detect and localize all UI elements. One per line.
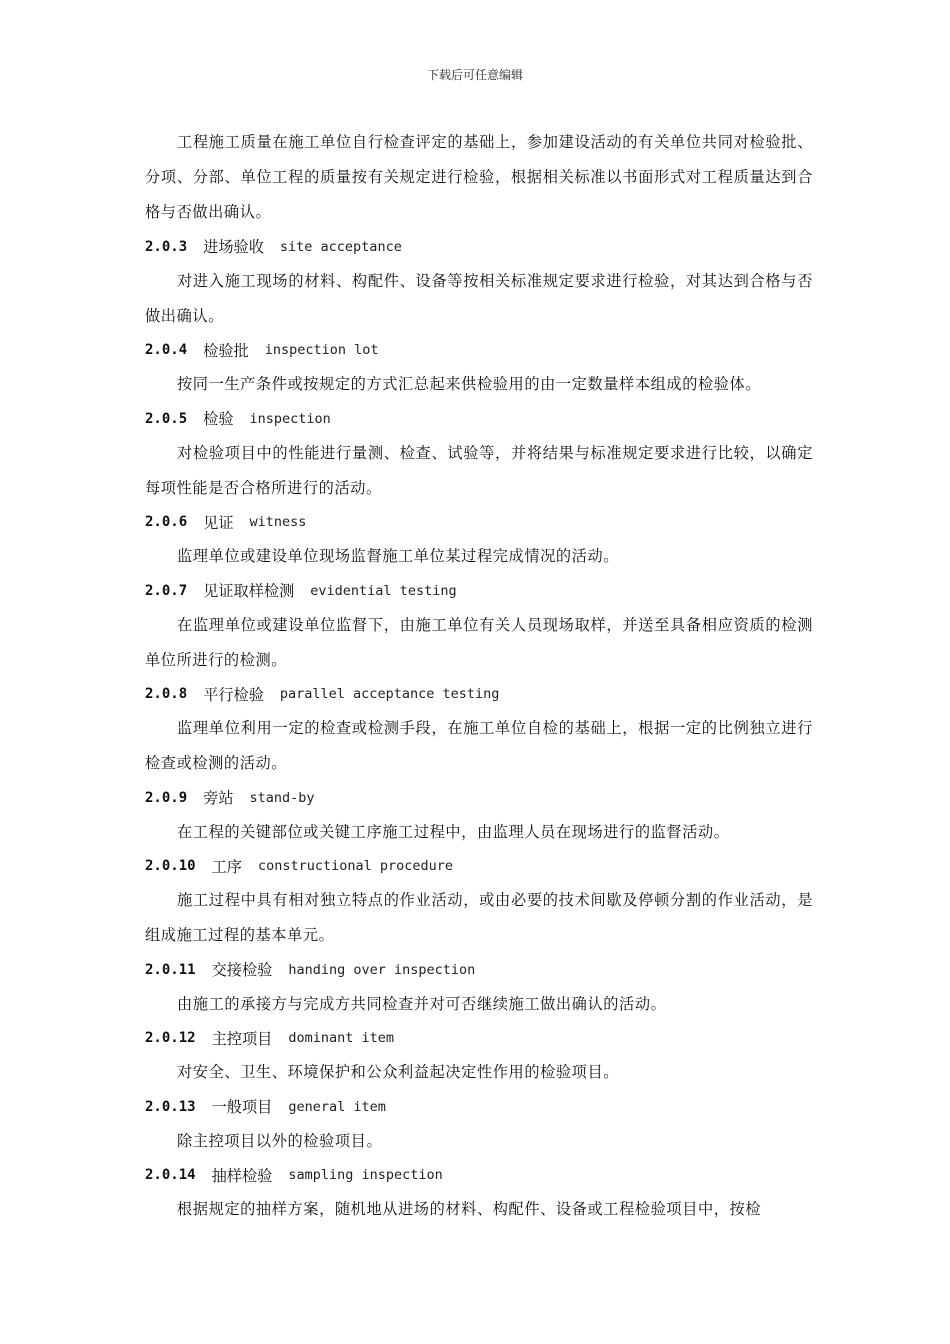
term-heading <box>145 1159 813 1193</box>
term-english: dominant item <box>288 1030 394 1047</box>
term-number: 2.0.11 <box>145 961 196 978</box>
term-chinese: 工序 <box>211 857 242 876</box>
term-english: parallel acceptance testing <box>279 686 500 703</box>
term-definition: 监理单位利用一定的检查或检测手段，在施工单位自检的基础上，根据一定的比例独立进行检查或检测的活动。 <box>145 719 813 772</box>
term-heading <box>145 334 813 368</box>
term-chinese: 抽样检验 <box>211 1166 273 1185</box>
term-number: 2.0.13 <box>145 1098 196 1115</box>
term-definition: 根据规定的抽样方案，随机地从进场的材料、构配件、设备或工程检验项目中，按检 <box>177 1200 762 1218</box>
term-number: 2.0.10 <box>145 858 196 875</box>
term-definition: 按同一生产条件或按规定的方式汇总起来供检验用的由一定数量样本组成的检验体。 <box>177 375 762 393</box>
term-entry <box>145 953 813 1022</box>
term-number: 2.0.12 <box>145 1030 196 1047</box>
term-english: site acceptance <box>279 238 402 255</box>
term-number: 2.0.5 <box>145 410 188 427</box>
term-number: 2.0.6 <box>145 514 188 531</box>
term-chinese: 主控项目 <box>211 1029 273 1048</box>
term-definition: 施工过程中具有相对独立特点的作业活动，或由必要的技术间歇及停顿分割的作业活动，是组成施工过程的基本单元。 <box>145 891 813 944</box>
term-chinese: 交接检验 <box>211 961 273 980</box>
term-entry <box>145 506 813 575</box>
term-number: 2.0.4 <box>145 342 188 359</box>
term-heading <box>145 781 813 815</box>
term-heading <box>145 230 813 264</box>
intro-paragraph: 工程施工质量在施工单位自行检查评定的基础上，参加建设活动的有关单位共同对检验批、分项、分部、单位工程的质量按有关规定进行检验，根据相关标准以书面形式对工程质量达到合格与否做出确认。 <box>145 133 813 221</box>
term-definition: 除主控项目以外的检验项目。 <box>177 1131 383 1150</box>
term-chinese: 旁站 <box>203 789 234 808</box>
term-english: inspection <box>249 410 331 427</box>
term-chinese: 见证 <box>203 513 234 532</box>
term-chinese: 平行检验 <box>203 685 264 704</box>
term-entry <box>145 334 813 403</box>
term-chinese: 见证取样检测 <box>203 582 295 601</box>
term-number: 2.0.14 <box>145 1167 196 1184</box>
term-english: stand-by <box>249 789 315 806</box>
term-heading <box>145 953 813 987</box>
term-heading <box>145 678 813 712</box>
page-header: 下载后可任意编辑 <box>426 68 523 82</box>
term-english: constructional procedure <box>257 858 454 875</box>
term-english: witness <box>249 514 307 531</box>
term-entry <box>145 574 813 678</box>
term-definition: 对检验项目中的性能进行量测、检查、试验等，并将结果与标准规定要求进行比较，以确定每项性能是否合格所进行的活动。 <box>145 443 813 497</box>
term-definition: 由施工的承接方与完成方共同检查并对可否继续施工做出确认的活动。 <box>177 994 667 1013</box>
term-definition: 在工程的关键部位或关键工序施工过程中，由监理人员在现场进行的监督活动。 <box>177 822 730 841</box>
term-heading <box>145 506 813 540</box>
term-heading <box>145 1022 813 1056</box>
term-heading <box>145 402 813 436</box>
term-definition: 对安全、卫生、环境保护和公众利益起决定性作用的检验项目。 <box>177 1063 620 1081</box>
term-definition: 对进入施工现场的材料、构配件、设备等按相关标准规定要求进行检验，对其达到合格与否做出确认。 <box>145 271 813 325</box>
term-heading <box>145 574 813 608</box>
term-entry <box>145 781 813 850</box>
term-entry <box>145 1022 813 1091</box>
document-body <box>145 125 813 1227</box>
term-chinese: 检验 <box>203 410 234 429</box>
term-entry <box>145 1159 813 1228</box>
terms-list <box>145 230 813 1227</box>
term-entry <box>145 850 813 954</box>
term-definition: 在监理单位或建设单位监督下，由施工单位有关人员现场取样，并送至具备相应资质的检测单位所进行的检测。 <box>145 615 813 669</box>
term-english: inspection lot <box>264 342 379 359</box>
term-number: 2.0.8 <box>145 686 188 703</box>
term-english: handing over inspection <box>288 961 476 978</box>
term-english: general item <box>288 1098 386 1115</box>
term-chinese: 检验批 <box>203 341 249 360</box>
term-entry <box>145 1090 813 1159</box>
term-english: sampling inspection <box>288 1167 443 1184</box>
term-entry <box>145 402 813 506</box>
term-heading <box>145 850 813 884</box>
term-number: 2.0.9 <box>145 789 188 806</box>
term-definition: 监理单位或建设单位现场监督施工单位某过程完成情况的活动。 <box>177 547 620 565</box>
term-number: 2.0.3 <box>145 238 188 255</box>
term-entry <box>145 230 813 334</box>
term-english: evidential testing <box>310 582 457 599</box>
term-chinese: 进场验收 <box>203 238 264 257</box>
term-entry <box>145 678 813 782</box>
term-chinese: 一般项目 <box>211 1098 273 1117</box>
term-heading <box>145 1090 813 1124</box>
term-number: 2.0.7 <box>145 582 188 599</box>
